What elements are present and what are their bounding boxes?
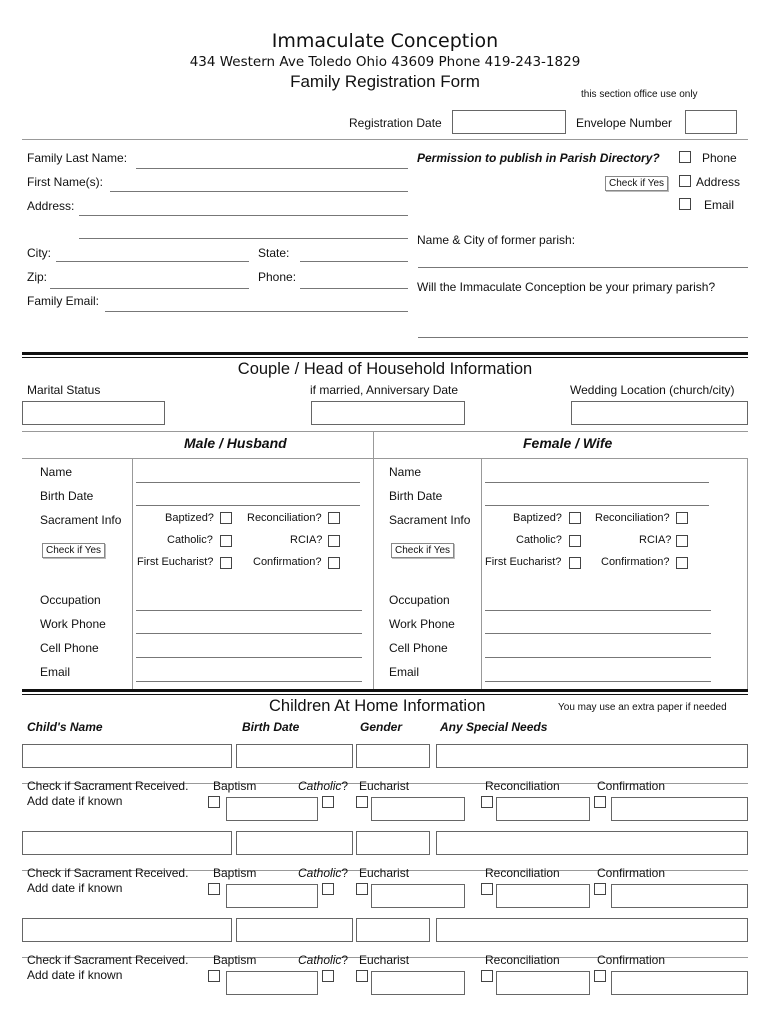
female-email-label: Email — [389, 665, 420, 679]
child-needs-header: Any Special Needs — [440, 720, 548, 734]
primary-parish-input[interactable] — [418, 337, 748, 338]
publish-address-label: Address — [696, 175, 741, 189]
female-reconciliation-label: Reconciliation? — [595, 512, 670, 524]
baptism-date-field[interactable] — [226, 971, 318, 995]
male-email-label: Email — [40, 665, 71, 679]
reconciliation-date-field[interactable] — [496, 971, 590, 995]
female-label-divider — [481, 458, 482, 689]
male-name-label: Name — [40, 465, 73, 479]
family-email-label: Family Email: — [27, 294, 100, 308]
child-birth-header: Birth Date — [242, 720, 300, 734]
child-gender-field[interactable] — [356, 918, 430, 942]
registration-date-field[interactable] — [452, 110, 566, 134]
envelope-number-field[interactable] — [685, 110, 737, 134]
couple-header-underline — [22, 458, 748, 459]
address-input[interactable] — [79, 215, 408, 216]
female-cell-phone-label: Cell Phone — [389, 641, 448, 655]
confirmation-checkbox[interactable] — [594, 796, 606, 808]
male-occupation-input[interactable] — [136, 610, 362, 611]
reconciliation-checkbox[interactable] — [481, 883, 493, 895]
child-special-needs-field[interactable] — [436, 831, 748, 855]
city-label: City: — [27, 246, 51, 260]
confirmation-date-field[interactable] — [611, 797, 748, 821]
catholic-checkbox[interactable] — [322, 796, 334, 808]
add-date-label: Add date if known — [27, 794, 123, 808]
catholic-question-mark: ? — [341, 953, 349, 967]
zip-label: Zip: — [27, 270, 48, 284]
anniversary-date-field[interactable] — [311, 401, 465, 425]
female-sacrament-label: Sacrament Info — [389, 513, 471, 527]
catholic-question-mark: ? — [341, 779, 349, 793]
confirmation-checkbox[interactable] — [594, 883, 606, 895]
female-check-if-yes-button[interactable]: Check if Yes — [391, 543, 454, 558]
publish-phone-checkbox[interactable] — [679, 151, 691, 163]
church-address: 434 Western Ave Toledo Ohio 43609 Phone 419-243-1829 — [189, 54, 581, 70]
baptism-checkbox[interactable] — [208, 796, 220, 808]
male-confirmation-label: Confirmation? — [253, 556, 322, 568]
reconciliation-date-field[interactable] — [496, 797, 590, 821]
female-email-input[interactable] — [485, 681, 711, 682]
male-email-input[interactable] — [136, 681, 362, 682]
male-birth-date-input[interactable] — [136, 505, 360, 506]
address-input-line2[interactable] — [79, 238, 408, 239]
male-baptized-label: Baptized? — [165, 512, 214, 524]
male-reconciliation-label: Reconciliation? — [247, 512, 322, 524]
female-cell-phone-input[interactable] — [485, 657, 711, 658]
confirmation-date-field[interactable] — [611, 971, 748, 995]
catholic-question-mark: ? — [341, 866, 349, 880]
female-right-border — [747, 458, 748, 689]
baptism-checkbox[interactable] — [208, 883, 220, 895]
baptism-label: Baptism — [213, 779, 257, 793]
state-label: State: — [258, 246, 290, 260]
wedding-location-label: Wedding Location (church/city) — [570, 383, 735, 397]
male-header: Male / Husband — [184, 435, 287, 451]
female-work-phone-input[interactable] — [485, 633, 711, 634]
former-parish-input[interactable] — [418, 267, 748, 268]
marital-status-field[interactable] — [22, 401, 165, 425]
header-divider — [22, 139, 748, 140]
male-reconciliation-checkbox[interactable] — [328, 512, 340, 524]
baptism-label: Baptism — [213, 953, 257, 967]
first-names-input[interactable] — [110, 191, 408, 192]
male-work-phone-input[interactable] — [136, 633, 362, 634]
child-name-field[interactable] — [22, 831, 232, 855]
couple-divider — [22, 431, 748, 432]
male-occupation-label: Occupation — [40, 593, 101, 607]
confirmation-label: Confirmation — [597, 866, 666, 880]
marital-status-label: Marital Status — [27, 383, 101, 397]
family-last-name-input[interactable] — [136, 168, 408, 169]
confirmation-checkbox[interactable] — [594, 970, 606, 982]
eucharist-label: Eucharist — [359, 953, 410, 967]
child-name-header: Child's Name — [27, 720, 103, 734]
female-baptized-checkbox[interactable] — [569, 512, 581, 524]
male-cell-phone-label: Cell Phone — [40, 641, 99, 655]
female-confirmation-label: Confirmation? — [601, 556, 670, 568]
family-email-input[interactable] — [105, 311, 408, 312]
child-special-needs-field[interactable] — [436, 744, 748, 768]
publish-phone-label: Phone — [702, 151, 737, 165]
male-check-if-yes-button[interactable]: Check if Yes — [42, 543, 105, 558]
anniversary-label: if married, Anniversary Date — [310, 383, 459, 397]
couple-section-title: Couple / Head of Household Information — [237, 360, 533, 378]
female-occupation-input[interactable] — [485, 610, 711, 611]
eucharist-checkbox[interactable] — [356, 796, 368, 808]
children-section-title: Children At Home Information — [269, 697, 486, 715]
eucharist-date-field[interactable] — [371, 884, 465, 908]
catholic-checkbox[interactable] — [322, 883, 334, 895]
male-first-eucharist-label: First Eucharist? — [137, 556, 214, 568]
first-names-label: First Name(s): — [27, 175, 103, 189]
male-confirmation-checkbox[interactable] — [328, 557, 340, 569]
state-input[interactable] — [300, 261, 408, 262]
child-name-field[interactable] — [22, 744, 232, 768]
male-cell-phone-input[interactable] — [136, 657, 362, 658]
section-divider — [22, 352, 748, 358]
child-gender-field[interactable] — [356, 831, 430, 855]
catholic-label-text: Catholic — [298, 953, 342, 967]
male-rcia-checkbox[interactable] — [328, 535, 340, 547]
extra-paper-note: You may use an extra paper if needed — [558, 702, 727, 713]
baptism-label: Baptism — [213, 866, 257, 880]
child-gender-header: Gender — [360, 720, 403, 734]
male-work-phone-label: Work Phone — [40, 617, 106, 631]
catholic-label — [298, 866, 348, 880]
add-date-label: Add date if known — [27, 968, 123, 982]
catholic-label — [298, 953, 348, 967]
child-birth-date-field[interactable] — [236, 831, 353, 855]
male-label-divider — [132, 458, 133, 689]
female-work-phone-label: Work Phone — [389, 617, 455, 631]
male-name-input[interactable] — [136, 482, 360, 483]
catholic-label-text: Catholic — [298, 779, 342, 793]
permission-label: Permission to publish in Parish Directory? — [417, 151, 660, 165]
zip-input[interactable] — [50, 288, 249, 289]
female-baptized-label: Baptized? — [513, 512, 562, 524]
family-last-name-label: Family Last Name: — [27, 151, 128, 165]
male-rcia-label: RCIA? — [290, 534, 323, 546]
primary-parish-label: Will the Immaculate Conception be your primary parish? — [417, 280, 716, 294]
female-name-label: Name — [389, 465, 422, 479]
female-name-input[interactable] — [485, 482, 709, 483]
wedding-location-field[interactable] — [571, 401, 748, 425]
female-rcia-label: RCIA? — [639, 534, 672, 546]
male-baptized-checkbox[interactable] — [220, 512, 232, 524]
reconciliation-checkbox[interactable] — [481, 970, 493, 982]
child-birth-date-field[interactable] — [236, 744, 353, 768]
reconciliation-checkbox[interactable] — [481, 796, 493, 808]
phone-input[interactable] — [300, 288, 408, 289]
female-birth-date-input[interactable] — [485, 505, 709, 506]
children-section-divider — [22, 689, 748, 695]
female-catholic-label: Catholic? — [516, 534, 562, 546]
reconciliation-label: Reconciliation — [485, 866, 560, 880]
female-birth-date-label: Birth Date — [389, 489, 443, 503]
child-birth-date-field[interactable] — [236, 918, 353, 942]
female-first-eucharist-checkbox[interactable] — [569, 557, 581, 569]
couple-column-divider — [373, 431, 374, 689]
male-first-eucharist-checkbox[interactable] — [220, 557, 232, 569]
phone-label: Phone: — [258, 270, 297, 284]
address-label: Address: — [27, 199, 75, 213]
eucharist-date-field[interactable] — [371, 971, 465, 995]
reconciliation-label: Reconciliation — [485, 779, 560, 793]
publish-address-checkbox[interactable] — [679, 175, 691, 187]
eucharist-label: Eucharist — [359, 779, 410, 793]
child-special-needs-field[interactable] — [436, 918, 748, 942]
former-parish-label: Name & City of former parish: — [417, 233, 576, 247]
eucharist-label: Eucharist — [359, 866, 410, 880]
church-name: Immaculate Conception — [271, 30, 499, 52]
female-rcia-checkbox[interactable] — [676, 535, 688, 547]
form-title: Family Registration Form — [290, 72, 480, 91]
male-birth-date-label: Birth Date — [40, 489, 94, 503]
female-occupation-label: Occupation — [389, 593, 450, 607]
city-input[interactable] — [56, 261, 249, 262]
check-sacrament-label: Check if Sacrament Received. — [27, 779, 189, 793]
child-gender-field[interactable] — [356, 744, 430, 768]
male-catholic-checkbox[interactable] — [220, 535, 232, 547]
eucharist-date-field[interactable] — [371, 797, 465, 821]
confirmation-date-field[interactable] — [611, 884, 748, 908]
catholic-checkbox[interactable] — [322, 970, 334, 982]
confirmation-label: Confirmation — [597, 779, 666, 793]
female-header: Female / Wife — [523, 435, 613, 451]
publish-email-label: Email — [704, 198, 735, 212]
check-sacrament-label: Check if Sacrament Received. — [27, 866, 189, 880]
male-catholic-label: Catholic? — [167, 534, 213, 546]
baptism-date-field[interactable] — [226, 797, 318, 821]
reconciliation-label: Reconciliation — [485, 953, 560, 967]
baptism-date-field[interactable] — [226, 884, 318, 908]
registration-date-label: Registration Date — [349, 116, 442, 130]
check-if-yes-button[interactable]: Check if Yes — [605, 176, 668, 191]
baptism-checkbox[interactable] — [208, 970, 220, 982]
envelope-number-label: Envelope Number — [576, 116, 673, 130]
publish-email-checkbox[interactable] — [679, 198, 691, 210]
office-use-note: this section office use only — [581, 89, 698, 100]
female-first-eucharist-label: First Eucharist? — [485, 556, 562, 568]
catholic-label-text: Catholic — [298, 866, 342, 880]
male-sacrament-label: Sacrament Info — [40, 513, 122, 527]
female-reconciliation-checkbox[interactable] — [676, 512, 688, 524]
catholic-label — [298, 779, 348, 793]
confirmation-label: Confirmation — [597, 953, 666, 967]
reconciliation-date-field[interactable] — [496, 884, 590, 908]
eucharist-checkbox[interactable] — [356, 970, 368, 982]
child-name-field[interactable] — [22, 918, 232, 942]
check-sacrament-label: Check if Sacrament Received. — [27, 953, 189, 967]
eucharist-checkbox[interactable] — [356, 883, 368, 895]
add-date-label: Add date if known — [27, 881, 123, 895]
female-catholic-checkbox[interactable] — [569, 535, 581, 547]
female-confirmation-checkbox[interactable] — [676, 557, 688, 569]
